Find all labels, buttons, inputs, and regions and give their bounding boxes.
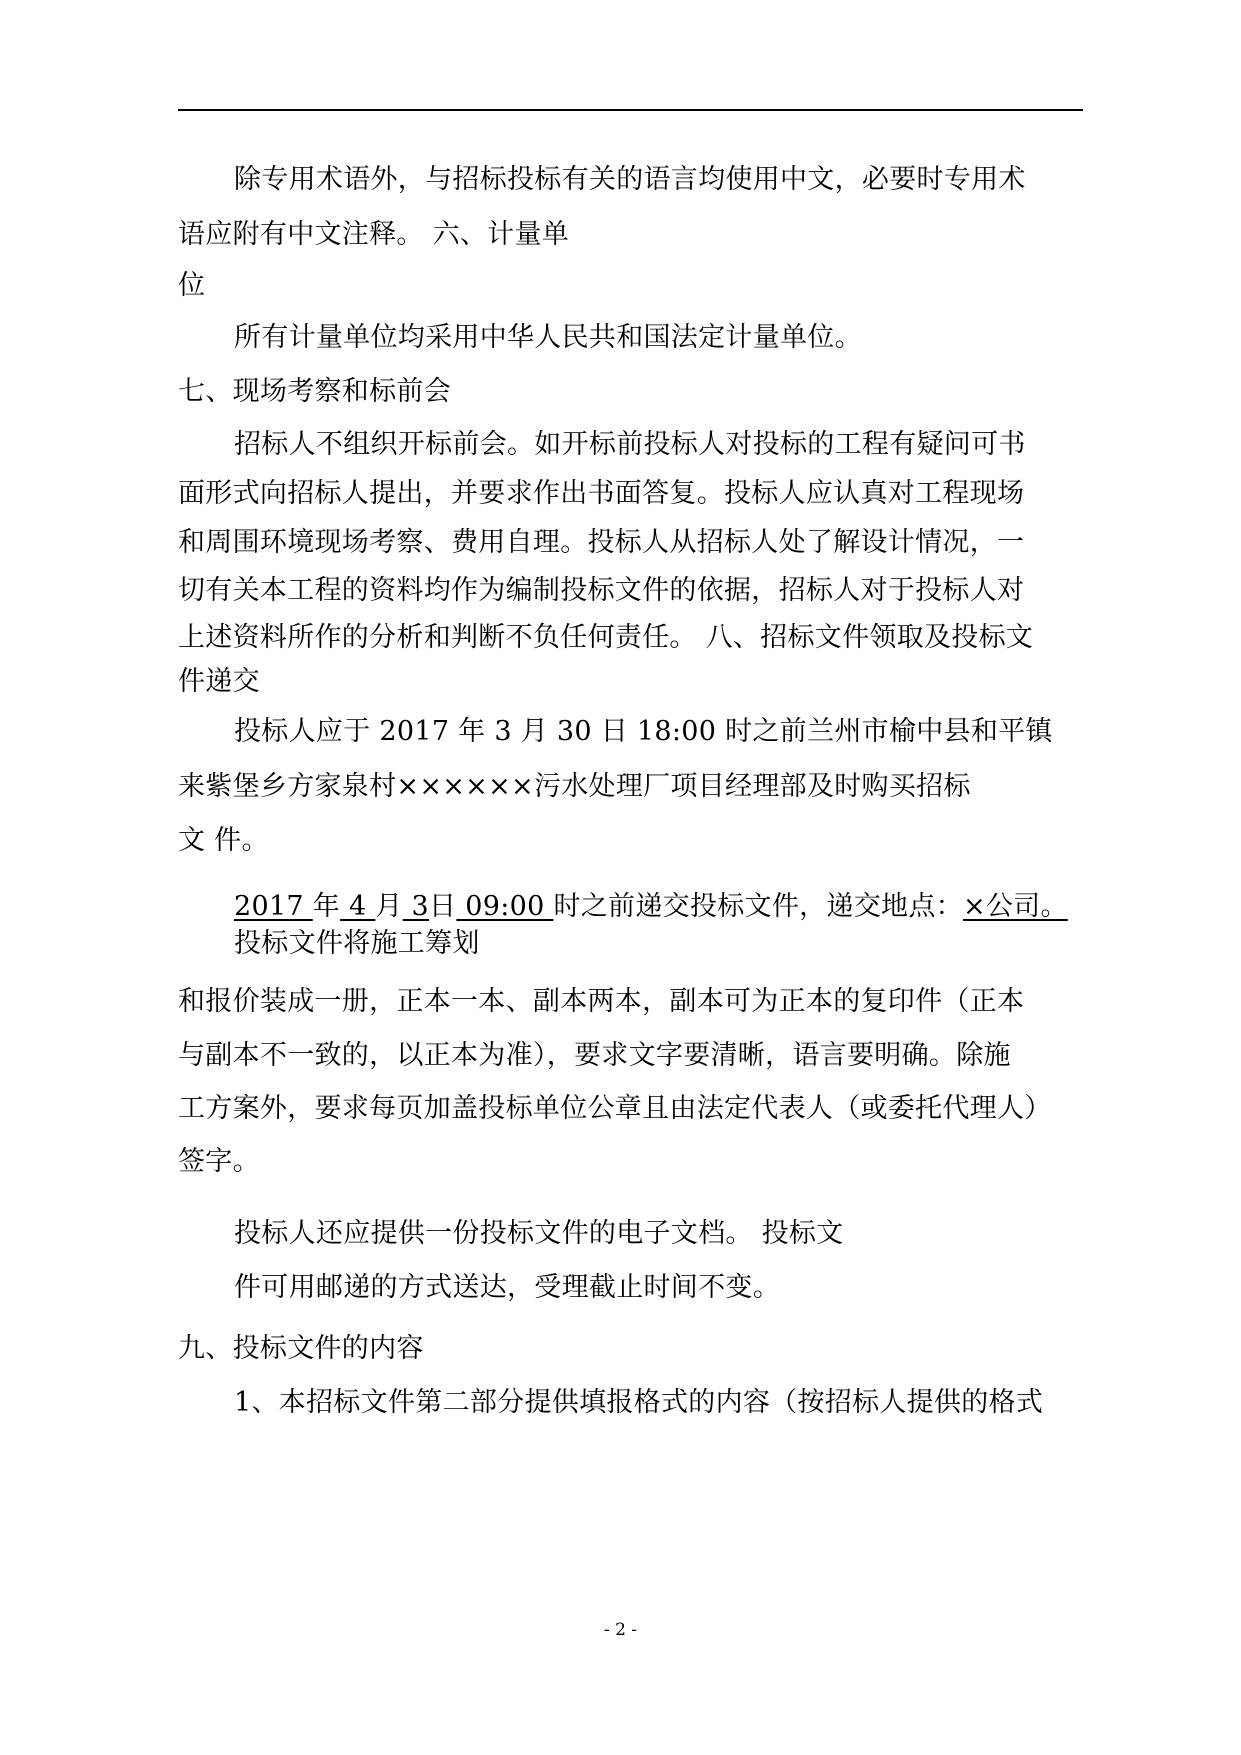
text-line: 和周围环境现场考察、费用自理。投标人从招标人处了解设计情况，一 — [178, 527, 1025, 558]
text-line: 切有关本工程的资料均作为编制投标文件的依据，招标人对于投标人对 — [178, 575, 1025, 606]
underlined-place: ×公司。 — [962, 891, 1068, 922]
underlined-day: 3 — [402, 891, 430, 922]
underlined-time: 09:00 — [456, 891, 554, 922]
text-line: 件递交 — [178, 666, 260, 697]
text-line: 所有计量单位均采用中华人民共和国法定计量单位。 — [234, 322, 862, 353]
text-line: 投标人还应提供一份投标文件的电子文档。 投标文 — [234, 1218, 844, 1249]
text-line: 投标人应于 2017 年 3 月 30 日 18:00 时之前兰州市榆中县和平镇 — [234, 716, 1053, 747]
text-line: 件可用邮递的方式送达，受理截止时间不变。 — [234, 1272, 780, 1303]
section-heading: 九、投标文件的内容 — [178, 1333, 424, 1364]
text-line: 招标人不组织开标前会。如开标前投标人对投标的工程有疑问可书 — [234, 429, 1026, 460]
text-line: 来紫堡乡方家泉村××××××污水处理厂项目经理部及时购买招标 — [178, 771, 971, 802]
text-line: 工方案外，要求每页加盖投标单位公章且由法定代表人（或委托代理人） — [178, 1093, 1052, 1124]
text-line: 文 件。 — [178, 825, 269, 856]
text-segment: 日 — [429, 891, 457, 922]
text-line: 上述资料所作的分析和判断不负任何责任。 八、招标文件领取及投标文 — [178, 622, 1034, 653]
text-line: 除专用术语外，与招标投标有关的语言均使用中文，必要时专用术 — [234, 164, 1026, 195]
text-line: 语应附有中文注释。 六、计量单 — [178, 219, 570, 250]
text-segment: 年 — [312, 891, 341, 922]
text-line: 1、本招标文件第二部分提供填报格式的内容（按招标人提供的格式 — [234, 1387, 1044, 1418]
text-segment: 时之前递交投标文件，递交地点： — [553, 891, 963, 922]
text-line: 位 — [178, 270, 206, 301]
page-number: - 2 - — [603, 1620, 638, 1640]
submission-deadline-line — [234, 891, 1068, 923]
section-heading: 七、现场考察和标前会 — [178, 376, 451, 407]
text-line: 投标文件将施工筹划 — [234, 928, 480, 959]
underlined-year: 2017 — [234, 891, 313, 922]
underlined-month: 4 — [340, 891, 376, 922]
text-line: 和报价装成一册，正本一本、副本两本，副本可为正本的复印件（正本 — [178, 986, 1025, 1017]
header-rule — [178, 109, 1083, 111]
text-segment: 月 — [375, 891, 403, 922]
text-line: 与副本不一致的，以正本为准），要求文字要清晰，语言要明确。除施 — [178, 1040, 1011, 1071]
text-line: 签字。 — [178, 1146, 260, 1177]
text-line: 面形式向招标人提出，并要求作出书面答复。投标人应认真对工程现场 — [178, 478, 1025, 509]
